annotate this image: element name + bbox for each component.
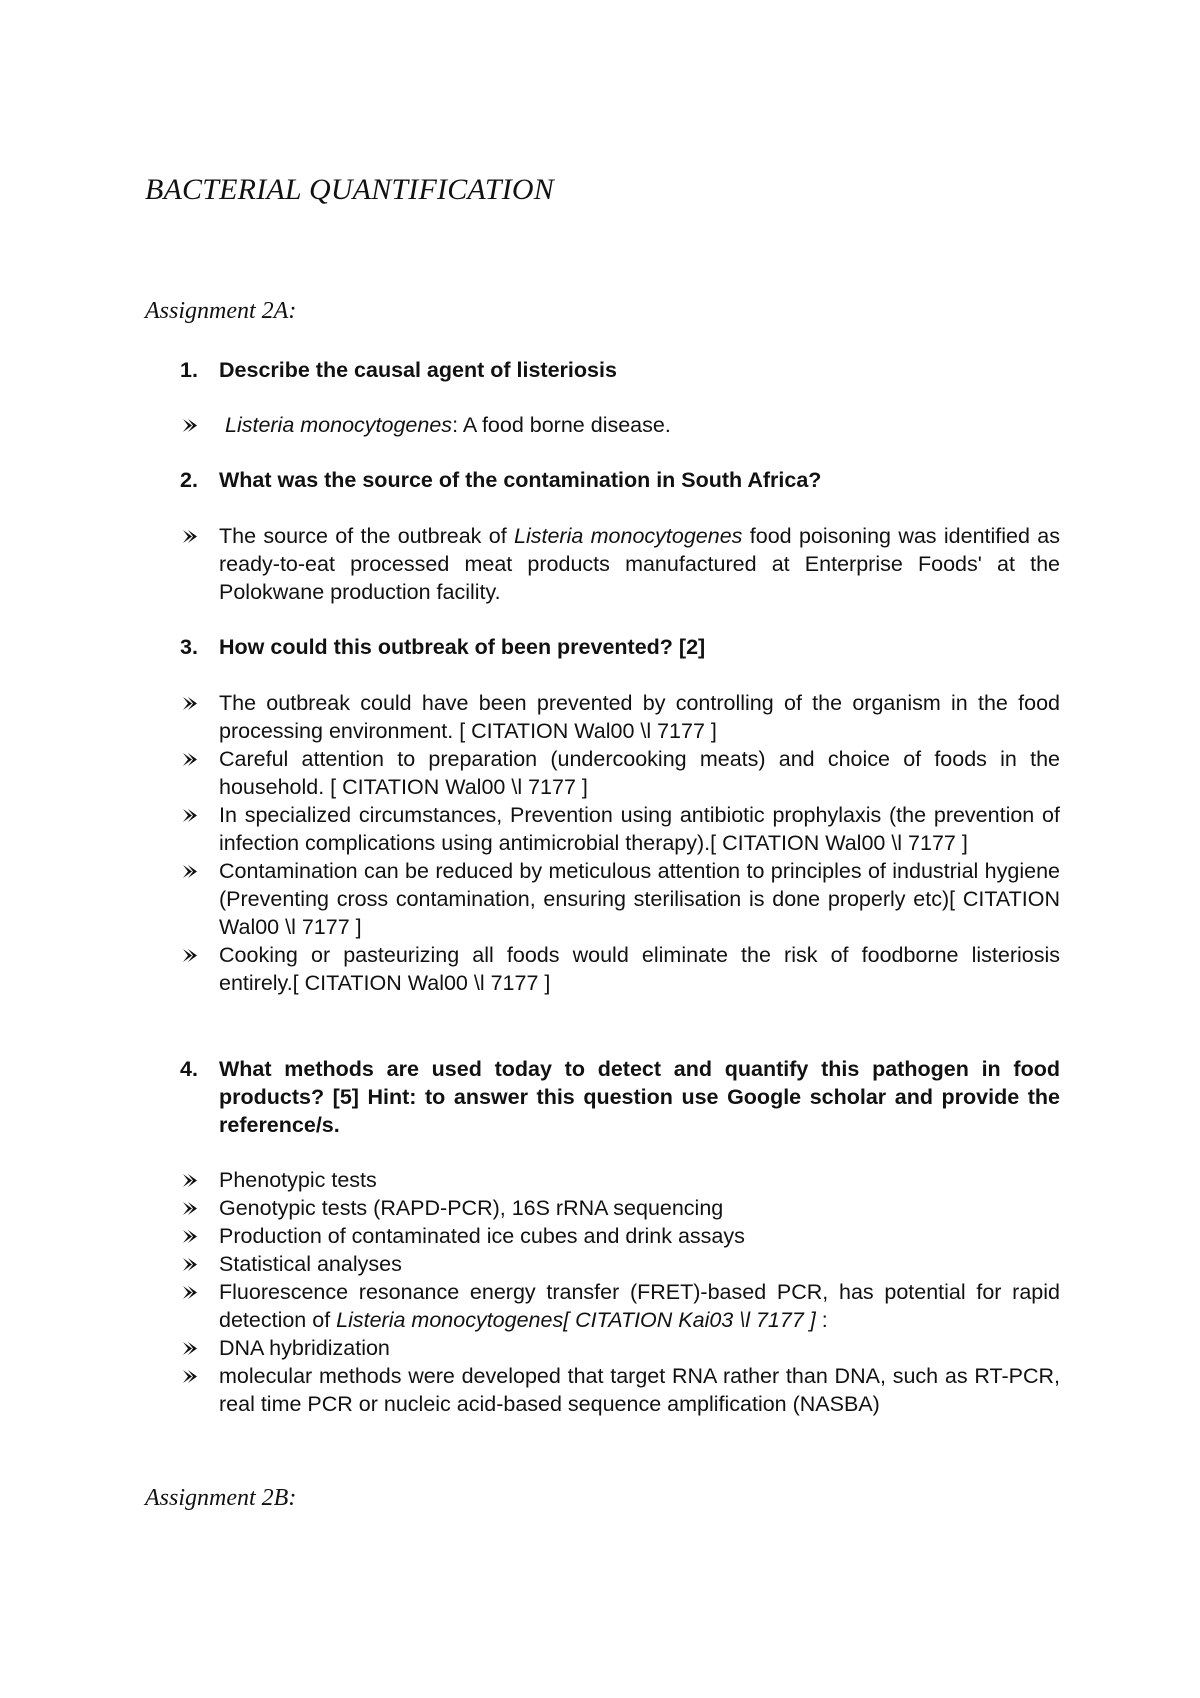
chevron-bullet-icon xyxy=(182,1222,198,1250)
chevron-bullet-icon xyxy=(182,1278,198,1306)
chevron-bullet-icon xyxy=(182,801,198,829)
chevron-bullet-icon xyxy=(182,1166,198,1194)
question-text: What was the source of the contamination in South Africa? xyxy=(219,468,822,492)
answer-text: Contamination can be reduced by meticulous attention to principles of industrial hygiene (Preventing cross contamination, ensuring sterilisation is done properly etc)[ CITATION Wal00 \l 7177 ] xyxy=(219,859,1060,939)
answer-text: molecular methods were developed that target RNA rather than DNA, such as RT-PCR, real time PCR or nucleic acid-based sequence amplification (NASBA) xyxy=(219,1364,1060,1416)
list-item xyxy=(182,941,1060,997)
answer-text: Statistical analyses xyxy=(219,1252,402,1276)
chevron-bullet-icon xyxy=(182,857,198,885)
list-item xyxy=(182,1250,1060,1278)
answer-text: Cooking or pasteurizing all foods would eliminate the risk of foodborne listeriosis entirely.[ CITATION Wal00 \l 7177 ] xyxy=(219,943,1060,995)
list-item xyxy=(182,1166,1060,1194)
list-item xyxy=(182,1362,1060,1418)
list-item xyxy=(182,1222,1060,1250)
answer-4-list xyxy=(182,1166,1060,1418)
answer-text: DNA hybridization xyxy=(219,1336,390,1360)
answer-2-list xyxy=(182,522,1060,606)
answer-text: Production of contaminated ice cubes and drink assays xyxy=(219,1224,745,1248)
chevron-bullet-icon xyxy=(182,522,198,550)
answer-text: Fluorescence resonance energy transfer (FRET)-based PCR, has potential for rapid detection of xyxy=(219,1280,1060,1332)
answer-3-list xyxy=(182,689,1060,997)
answer-text: In specialized circumstances, Prevention using antibiotic prophylaxis (the prevention of infection complications using antimicrobial therapy).[ CITATION Wal00 \l 7177 ] xyxy=(219,803,1060,855)
question-text: What methods are used today to detect and quantify this pathogen in food products? [5] Hint: to answer this question use Google scholar and provide the reference/s. xyxy=(219,1057,1060,1137)
answer-text: Careful attention to preparation (undercooking meats) and choice of foods in the household. [ CITATION Wal00 \l 7177 ] xyxy=(219,747,1060,799)
answer-text: food poisoning was identified as ready-to-eat processed meat products manufactured at Enterprise Foods' at the Polokwane production facility. xyxy=(219,524,1060,604)
assignment-2b-heading: Assignment 2B: xyxy=(145,1485,297,1511)
chevron-bullet-icon xyxy=(182,1334,198,1362)
document-title: BACTERIAL QUANTIFICATION xyxy=(145,173,554,206)
answer-text: The source of the outbreak of xyxy=(219,524,514,548)
question-4 xyxy=(180,1055,1060,1139)
question-1 xyxy=(180,356,1060,384)
chevron-bullet-icon xyxy=(182,1250,198,1278)
question-number: 2. xyxy=(180,468,198,492)
species-name: Listeria monocytogenes xyxy=(224,413,453,437)
chevron-bullet-icon xyxy=(182,689,198,717)
list-item xyxy=(182,857,1060,941)
answer-text: Phenotypic tests xyxy=(219,1168,377,1192)
answer-text: Genotypic tests (RAPD-PCR), 16S rRNA sequencing xyxy=(219,1196,724,1220)
answer-text: : A food borne disease. xyxy=(452,413,671,437)
list-item xyxy=(182,1194,1060,1222)
list-item xyxy=(182,745,1060,801)
list-item xyxy=(182,801,1060,857)
question-3 xyxy=(180,633,1060,661)
list-item xyxy=(182,1334,1060,1362)
answer-text: The outbreak could have been prevented by controlling of the organism in the food processing environment. [ CITATION Wal00 \l 7177 ] xyxy=(219,691,1060,743)
question-number: 1. xyxy=(180,358,198,382)
list-item xyxy=(182,411,1060,439)
species-citation: Listeria monocytogenes[ CITATION Kai03 \l 7177 ] xyxy=(336,1308,816,1332)
chevron-bullet-icon xyxy=(182,745,198,773)
species-name: Listeria monocytogenes xyxy=(514,524,743,548)
question-text: Describe the causal agent of listeriosis xyxy=(219,358,617,382)
chevron-bullet-icon xyxy=(182,411,198,439)
assignment-2a-heading: Assignment 2A: xyxy=(145,298,297,324)
answer-1-list xyxy=(182,411,1060,439)
question-text: How could this outbreak of been prevented? [2] xyxy=(219,635,706,659)
question-number: 4. xyxy=(180,1057,198,1081)
answer-text: : xyxy=(815,1308,828,1332)
list-item xyxy=(182,1278,1060,1334)
list-item xyxy=(182,522,1060,606)
list-item xyxy=(182,689,1060,745)
chevron-bullet-icon xyxy=(182,1362,198,1390)
chevron-bullet-icon xyxy=(182,941,198,969)
chevron-bullet-icon xyxy=(182,1194,198,1222)
question-2 xyxy=(180,466,1060,494)
question-number: 3. xyxy=(180,635,198,659)
